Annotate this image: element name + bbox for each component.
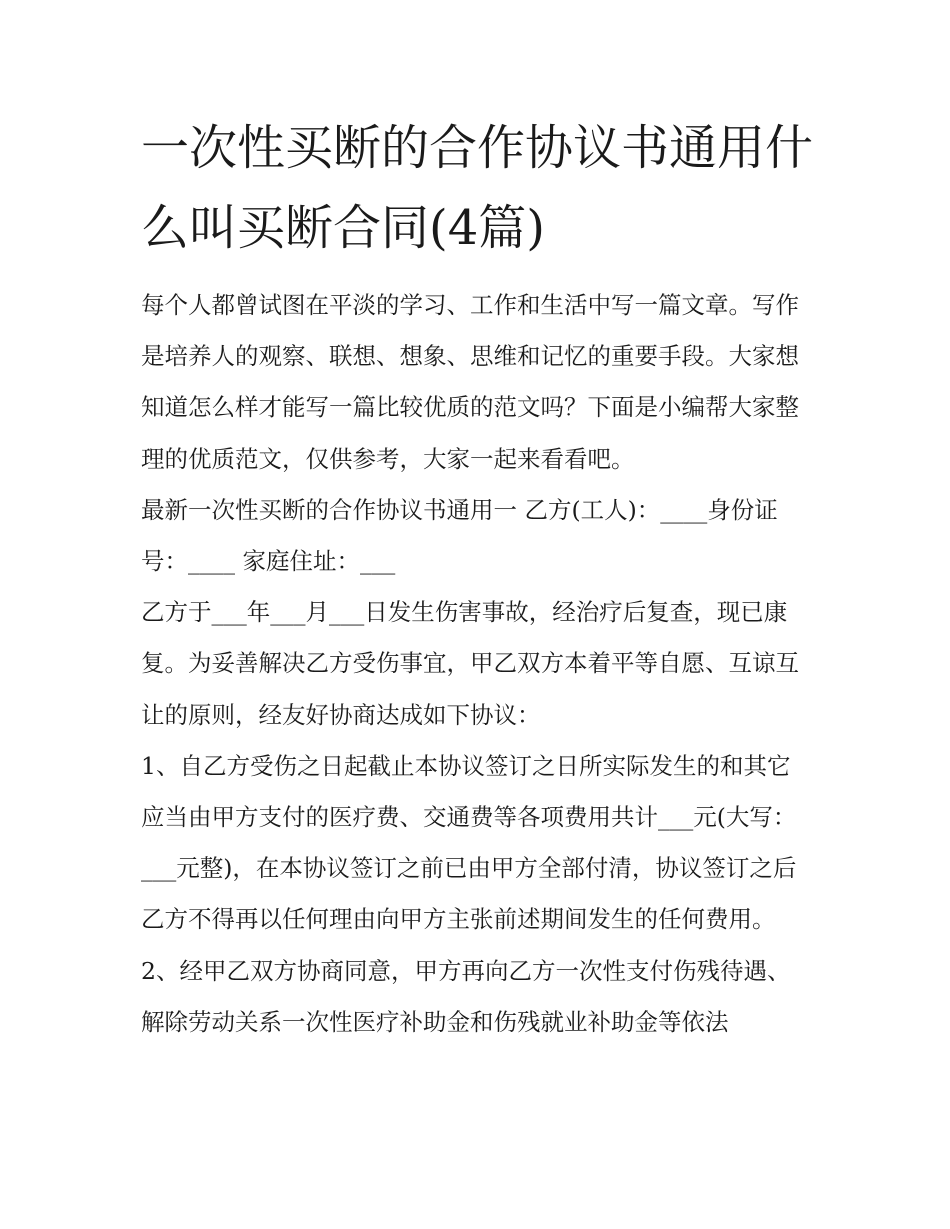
intro-paragraph: 每个人都曾试图在平淡的学习、工作和生活中写一篇文章。写作是培养人的观察、联想、想象、思维和记忆的重要手段。大家想知道怎么样才能写一篇比较优质的范文吗？下面是小编帮大家整理的优质范文，仅供参考，大家一起来看看吧。 <box>141 291 799 473</box>
document-page <box>141 108 813 1048</box>
clause-2-paragraph: 2、经甲乙双方协商同意，甲方再向乙方一次性支付伤残待遇、解除劳动关系一次性医疗补助金和伤残就业补助金等依法 <box>141 956 791 1036</box>
party-info-paragraph: 最新一次性买断的合作协议书通用一 乙方(工人)：____身份证号：____ 家庭住址：___ <box>141 495 778 576</box>
document-body <box>141 280 813 1048</box>
clause-1-paragraph: 1、自乙方受伤之日起截止本协议签订之日所实际发生的和其它应当由甲方支付的医疗费、交通费等各项费用共计___元(大写：___元整)，在本协议签订之前已由甲方全部付清，协议签订之后乙方不得再以任何理由向甲方主张前述期间发生的任何费用。 <box>141 751 797 934</box>
document-title: 一次性买断的合作协议书通用什么叫买断合同(4篇) <box>141 120 814 256</box>
incident-paragraph: 乙方于___年___月___日发生伤害事故，经治疗后复查，现已康复。为妥善解决乙方受伤事宜，甲乙双方本着平等自愿、互谅互让的原则，经友好协商达成如下协议： <box>141 598 799 729</box>
